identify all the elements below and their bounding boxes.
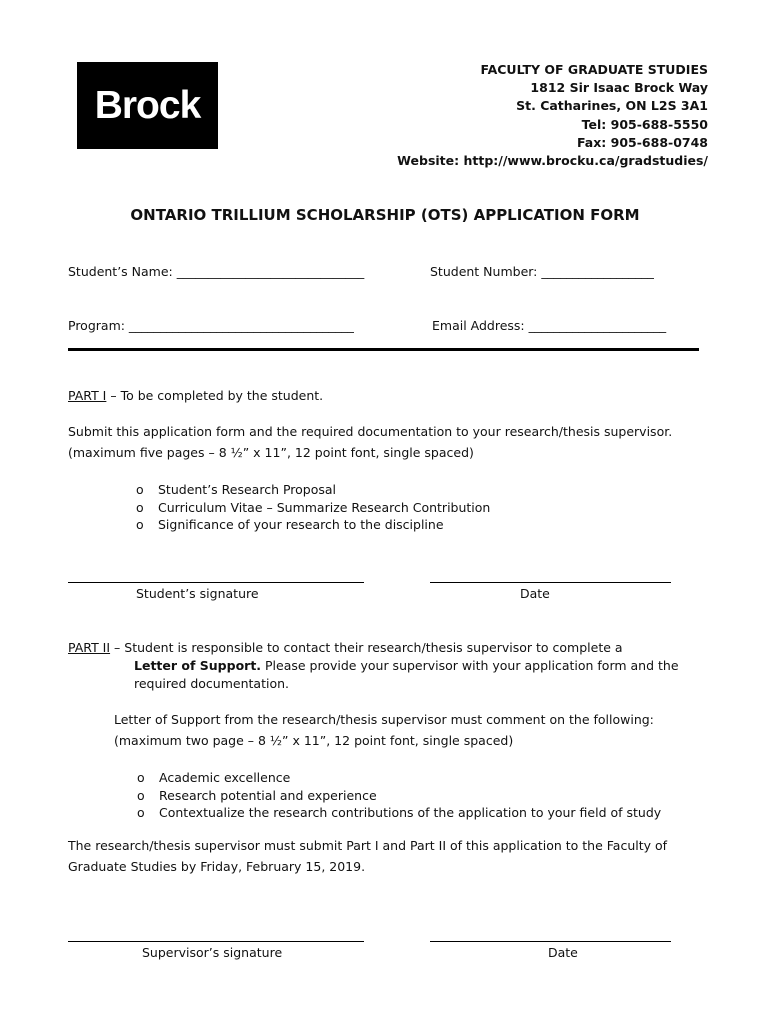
part2-line3: required documentation. bbox=[134, 676, 289, 691]
list-item-text: Academic excellence bbox=[159, 770, 291, 785]
list-item bbox=[137, 788, 377, 803]
student-signature-label: Student’s signature bbox=[136, 586, 259, 601]
part2-heading-line bbox=[68, 640, 623, 655]
submit-line2: Graduate Studies by Friday, February 15, 2019. bbox=[68, 859, 366, 874]
address-line: 1812 Sir Isaac Brock Way bbox=[530, 80, 708, 96]
logo-text: Brock bbox=[94, 83, 201, 127]
list-item-text: Significance of your research to the discipline bbox=[158, 517, 444, 532]
list-item bbox=[136, 500, 490, 515]
letter-intro: Letter of Support from the research/thesis supervisor must comment on the following: bbox=[114, 712, 654, 727]
submit-line1: The research/thesis supervisor must submit Part I and Part II of this application to the Faculty of bbox=[68, 838, 668, 853]
bullet-mark: o bbox=[136, 500, 144, 515]
brock-logo bbox=[77, 62, 218, 149]
letter-of-support-label: Letter of Support. bbox=[134, 658, 262, 673]
student-number-field[interactable]: Student Number: __________________ bbox=[430, 264, 654, 279]
program-field[interactable]: Program: ____________________________________ bbox=[68, 318, 354, 333]
bullet-mark: o bbox=[137, 770, 145, 785]
list-item-text: Contextualize the research contributions of the application to your field of study bbox=[159, 805, 662, 820]
address-line: Fax: 905-688-0748 bbox=[576, 134, 708, 150]
student-date-line[interactable] bbox=[430, 582, 671, 583]
student-signature-line[interactable] bbox=[68, 582, 364, 583]
section-divider bbox=[68, 348, 699, 351]
faculty-address bbox=[397, 61, 708, 170]
list-item bbox=[136, 517, 444, 532]
part2-heading: PART II bbox=[68, 640, 111, 655]
part2-line2 bbox=[134, 658, 679, 673]
supervisor-date-label: Date bbox=[548, 945, 578, 960]
email-field[interactable]: Email Address: ______________________ bbox=[432, 318, 667, 333]
supervisor-signature-line[interactable] bbox=[68, 941, 364, 942]
form-title: ONTARIO TRILLIUM SCHOLARSHIP (OTS) APPLICATION FORM bbox=[130, 206, 640, 224]
list-item-text: Student’s Research Proposal bbox=[158, 482, 337, 497]
part2-line2-rest: Please provide your supervisor with your application form and the bbox=[261, 658, 679, 673]
part1-heading: PART I bbox=[68, 388, 107, 403]
supervisor-date-line[interactable] bbox=[430, 941, 671, 942]
part1-limits: (maximum five pages – 8 ½” x 11”, 12 point font, single spaced) bbox=[68, 445, 474, 460]
part1-heading-rest: – To be completed by the student. bbox=[106, 388, 324, 403]
list-item-text: Research potential and experience bbox=[159, 788, 377, 803]
supervisor-signature-label: Supervisor’s signature bbox=[142, 945, 283, 960]
letter-limits: (maximum two page – 8 ½” x 11”, 12 point font, single spaced) bbox=[114, 733, 514, 748]
address-line: Tel: 905-688-5550 bbox=[581, 116, 708, 132]
address-line: St. Catharines, ON L2S 3A1 bbox=[516, 98, 708, 114]
part1-heading-line bbox=[68, 388, 323, 403]
list-item bbox=[137, 770, 290, 785]
part1-instructions: Submit this application form and the required documentation to your research/thesis supervisor. bbox=[68, 424, 673, 439]
part2-line1: – Student is responsible to contact their research/thesis supervisor to complete a bbox=[110, 640, 623, 655]
list-item bbox=[137, 805, 661, 820]
address-line: FACULTY OF GRADUATE STUDIES bbox=[480, 62, 708, 77]
list-item bbox=[136, 482, 336, 497]
student-name-field[interactable]: Student’s Name: ______________________________ bbox=[68, 264, 365, 279]
list-item-text: Curriculum Vitae – Summarize Research Contribution bbox=[158, 500, 491, 515]
bullet-mark: o bbox=[137, 788, 145, 803]
bullet-mark: o bbox=[136, 517, 144, 532]
student-date-label: Date bbox=[520, 586, 550, 601]
bullet-mark: o bbox=[136, 482, 144, 497]
bullet-mark: o bbox=[137, 805, 145, 820]
address-website: Website: http://www.brocku.ca/gradstudies/ bbox=[397, 153, 708, 169]
